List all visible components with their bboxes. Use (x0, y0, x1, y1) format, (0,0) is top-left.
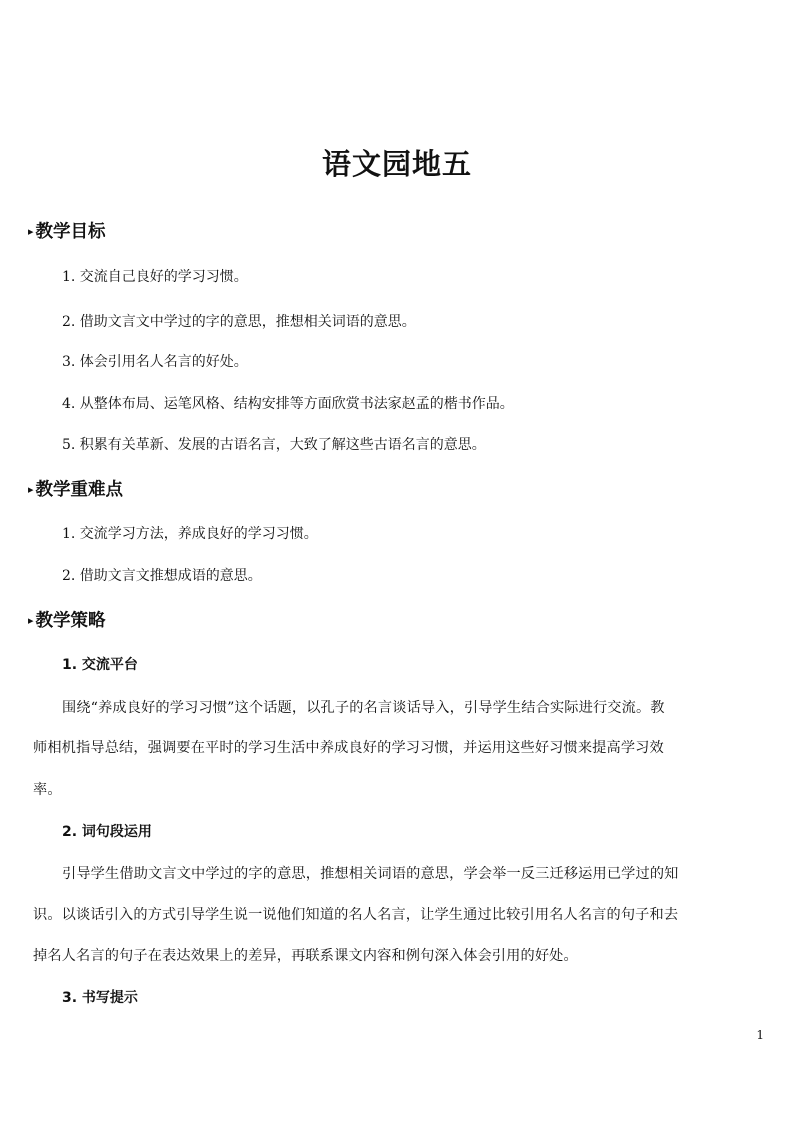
section-heading-label: 教学策略 (35, 611, 106, 631)
objective-item: 2. 借助文言文中学过的字的意思，推想相关词语的意思。 (62, 314, 416, 330)
paragraph-line: 师相机指导总结，强调要在平时的学习生活中养成良好的学习习惯，并运用这些好习惯来提高学习效 (33, 740, 664, 756)
key-point-item: 1. 交流学习方法，养成良好的学习习惯。 (62, 526, 318, 542)
page-number: 1 (756, 1028, 764, 1042)
paragraph-line: 围绕“养成良好的学习习惯”这个话题，以孔子的名言谈话导入，引导学生结合实际进行交流。教 (62, 700, 665, 716)
paragraph-line: 识。以谈话引入的方式引导学生说一说他们知道的名人名言，让学生通过比较引用名人名言的句子和去 (33, 907, 679, 923)
objective-item: 1. 交流自己良好的学习习惯。 (62, 269, 248, 285)
triangle-bullet-icon: ▸ (28, 225, 34, 238)
objective-item: 3. 体会引用名人名言的好处。 (62, 354, 248, 370)
paragraph-line: 掉名人名言的句子在表达效果上的差异，再联系课文内容和例句深入体会引用的好处。 (33, 948, 578, 964)
subsection-heading-usage: 2. 词句段运用 (62, 824, 152, 840)
objective-item: 4. 从整体布局、运笔风格、结构安排等方面欣赏书法家赵孟的楷书作品。 (62, 396, 514, 412)
paragraph-line: 率。 (33, 782, 62, 798)
triangle-bullet-icon: ▸ (28, 614, 34, 627)
paragraph-line: 引导学生借助文言文中学过的字的意思，推想相关词语的意思，学会举一反三迁移运用已学过的知 (62, 866, 679, 882)
section-heading-key-points (28, 478, 123, 502)
objective-item: 5. 积累有关革新、发展的古语名言，大致了解这些古语名言的意思。 (62, 437, 486, 453)
triangle-bullet-icon: ▸ (28, 483, 34, 496)
page-title: 语文园地五 (321, 147, 472, 181)
subsection-heading-writing: 3. 书写提示 (62, 990, 138, 1006)
section-heading-label: 教学重难点 (35, 480, 124, 500)
section-heading-strategy (28, 609, 106, 633)
section-heading-objectives (28, 220, 106, 244)
section-heading-label: 教学目标 (35, 222, 106, 242)
key-point-item: 2. 借助文言文推想成语的意思。 (62, 568, 262, 584)
subsection-heading-exchange: 1. 交流平台 (62, 657, 138, 673)
